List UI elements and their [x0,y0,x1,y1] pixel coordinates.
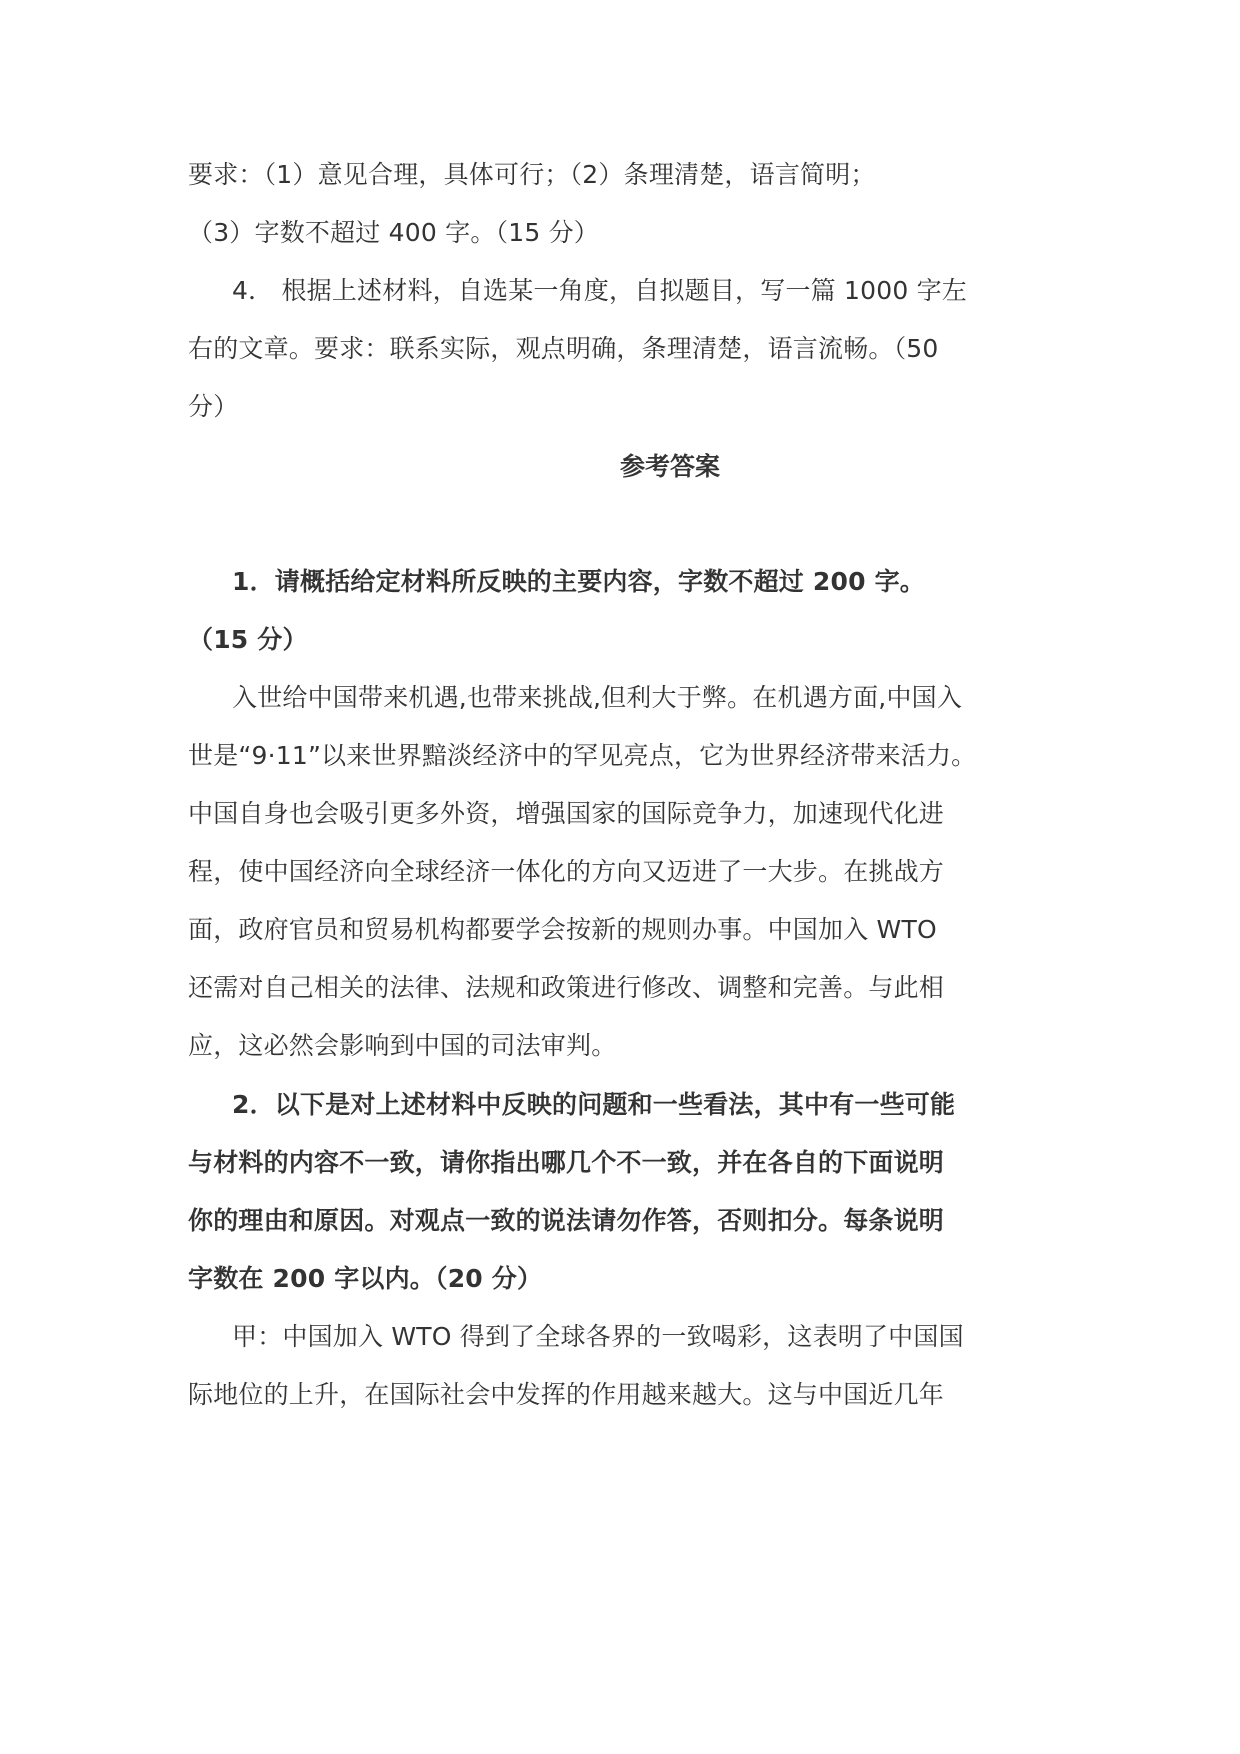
answer1-question-line-1: 1．请概括给定材料所反映的主要内容，字数不超过 200 字。 [232,567,925,596]
answer1-body-line: 面，政府官员和贸易机构都要学会按新的规则办事。中国加入 WTO [188,915,937,944]
q3-requirements-line-2: （3）字数不超过 400 字。（15 分） [188,218,599,247]
answer2-body-line: 际地位的上升，在国际社会中发挥的作用越来越大。这与中国近几年 [188,1380,945,1409]
answer1-body-line: 应，这必然会影响到中国的司法审判。 [188,1031,617,1060]
answer1-body-line: 中国自身也会吸引更多外资，增强国家的国际竞争力，加速现代化进 [188,799,945,828]
answer1-body-line: 还需对自己相关的法律、法规和政策进行修改、调整和完善。与此相 [188,973,945,1002]
answer2-question-line: 2．以下是对上述材料中反映的问题和一些看法，其中有一些可能 [232,1090,956,1119]
answer1-body-line: 入世给中国带来机遇,也带来挑战,但利大于弊。在机遇方面,中国入 [232,683,963,712]
q3-requirements-line-1: 要求：（1）意见合理，具体可行；（2）条理清楚，语言简明； [188,160,876,189]
q4-line-2: 右的文章。要求：联系实际，观点明确，条理清楚，语言流畅。（50 [188,334,939,363]
answer1-question-line-2: （15 分） [188,625,308,654]
q4-line-3: 分） [188,392,239,421]
answer2-question-line: 你的理由和原因。对观点一致的说法请勿作答，否则扣分。每条说明 [188,1206,945,1235]
answer2-body-line: 甲：中国加入 WTO 得到了全球各界的一致喝彩，这表明了中国国 [232,1322,964,1351]
answer1-body-line: 程，使中国经济向全球经济一体化的方向又迈进了一大步。在挑战方 [188,857,945,886]
answer1-body-line: 世是“9·11”以来世界黯淡经济中的罕见亮点，它为世界经济带来活力。 [188,741,977,770]
answer2-question-line: 字数在 200 字以内。（20 分） [188,1264,543,1293]
answer2-question-line: 与材料的内容不一致，请你指出哪几个不一致，并在各自的下面说明 [188,1148,945,1177]
q4-line-1: 4． 根据上述材料，自选某一角度，自拟题目，写一篇 1000 字左 [232,276,967,305]
answer-heading: 参考答案 [619,452,720,481]
